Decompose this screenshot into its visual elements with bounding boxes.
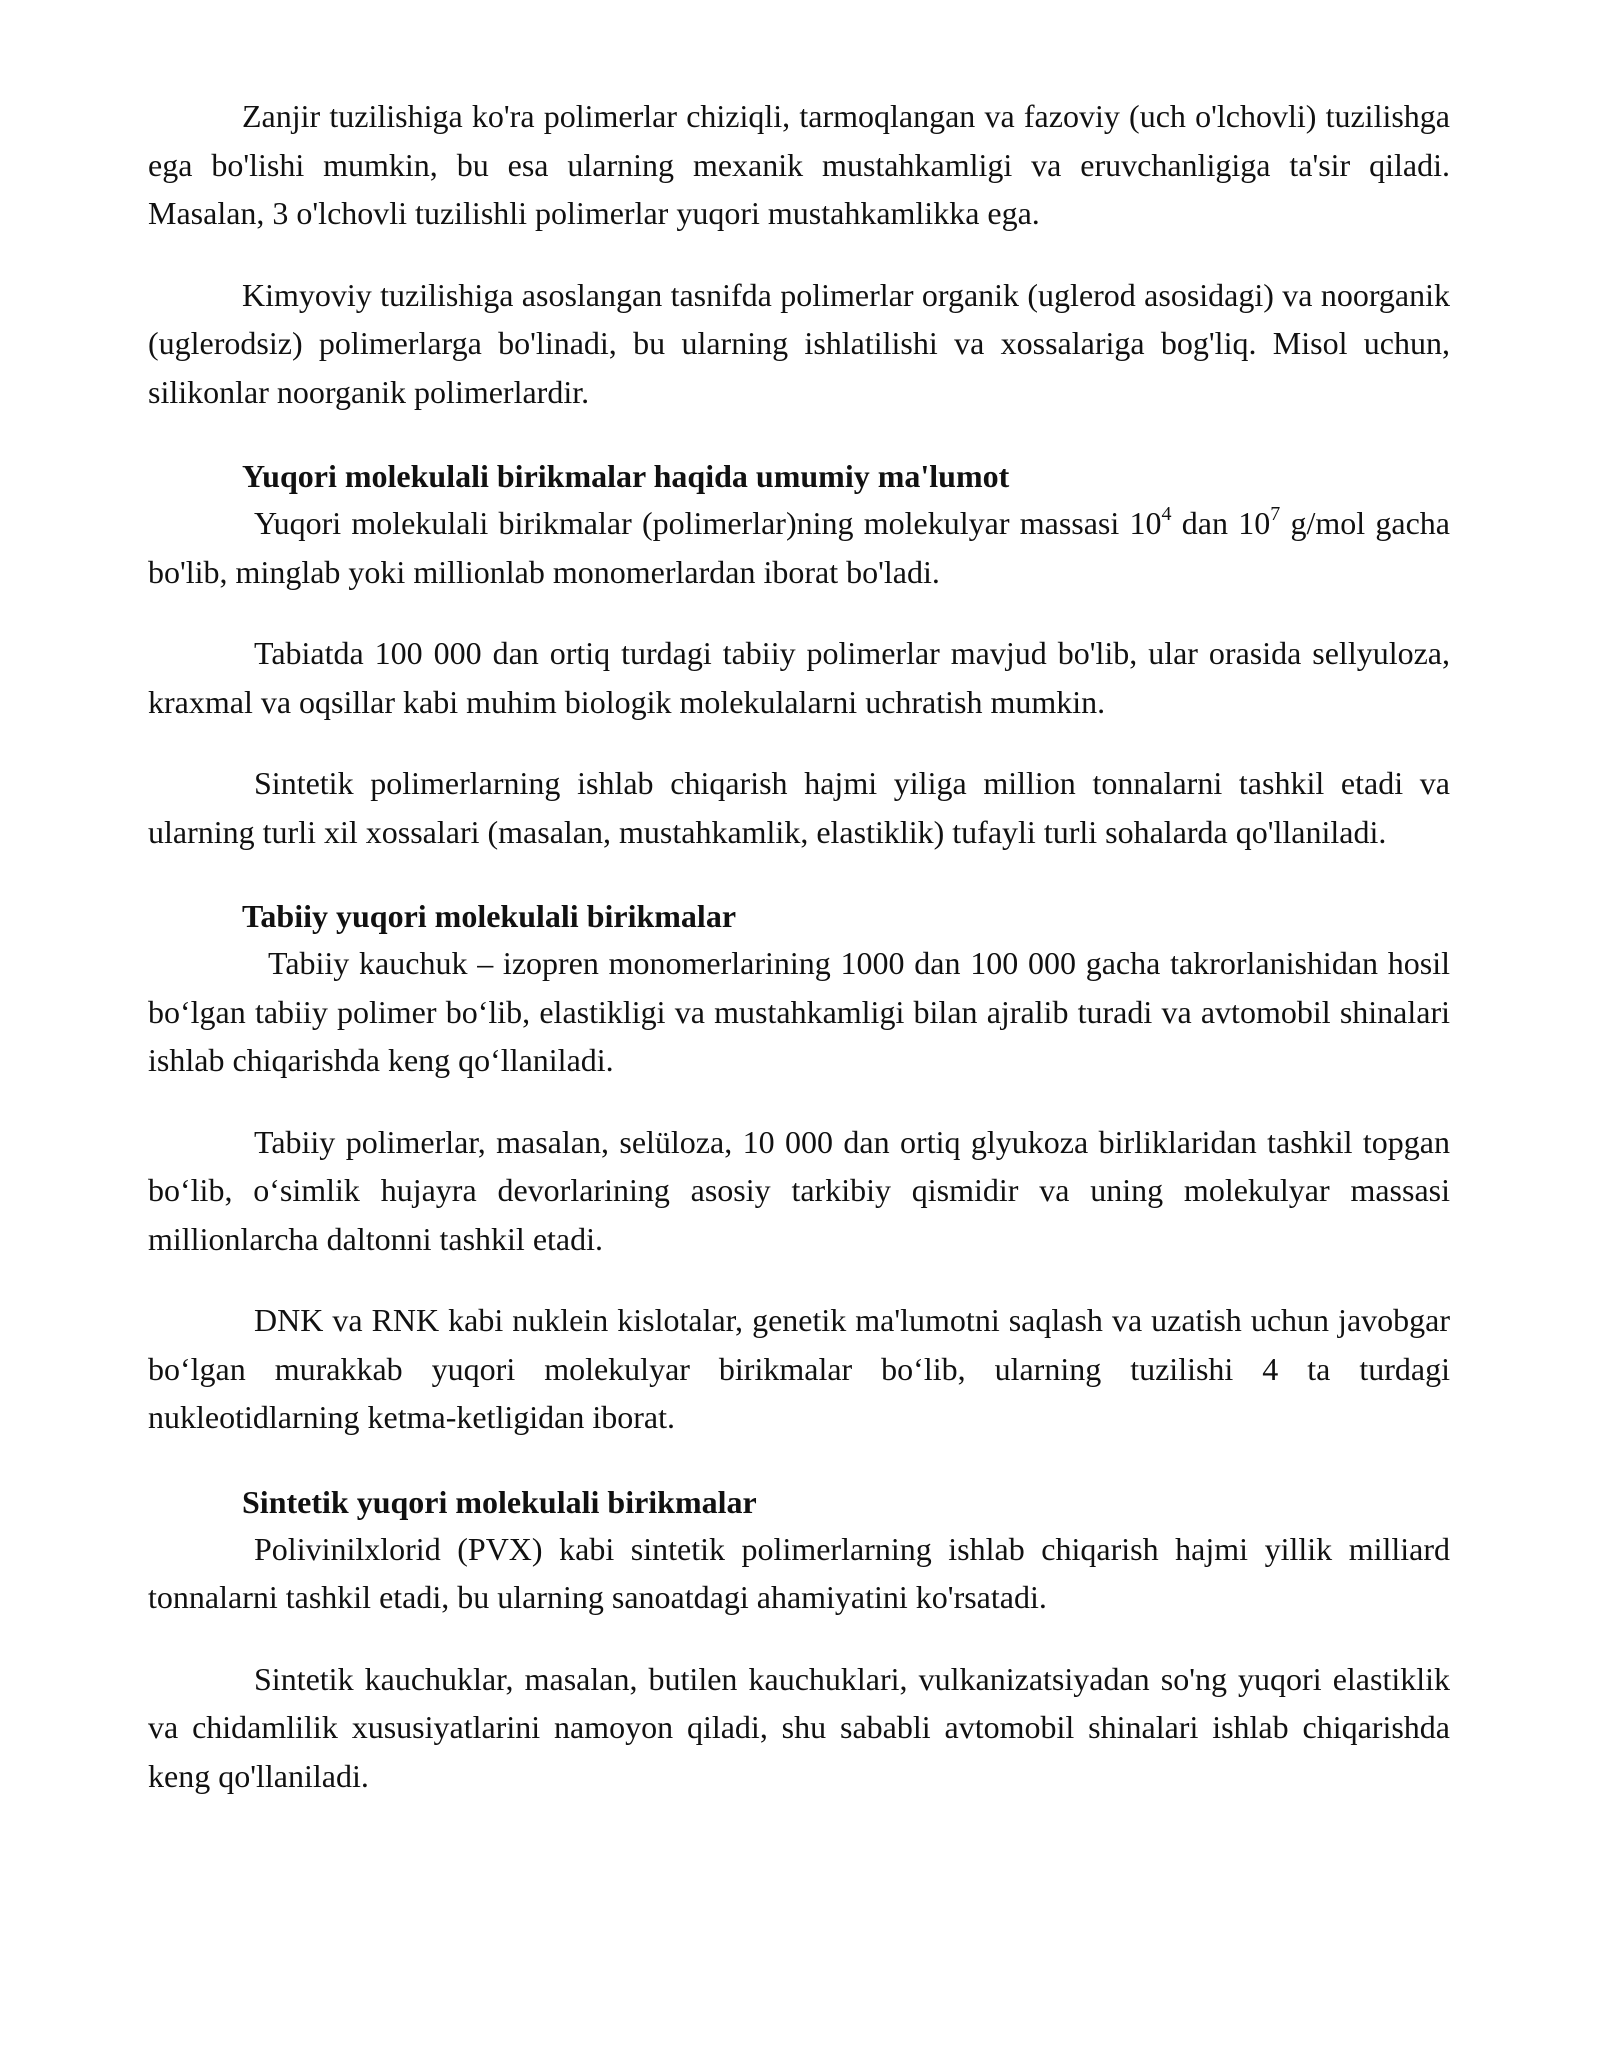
paragraph-molecular-mass	[148, 499, 1450, 596]
heading-synthetic-polymers: Sintetik yuqori molekulali birikmalar	[242, 1483, 757, 1520]
paragraph-natural-rubber: Tabiiy kauchuk – izopren monomerlarining 1000 dan 100 000 gacha takrorlanishidan hosil bo‘lgan tabiiy polimer bo‘lib, elastikligi va mustahkamligi bilan ajralib turadi va avtomobil shinalari ishlab chiqarishda keng qo‘llaniladi.	[148, 945, 1450, 1078]
paragraph-nucleic-acids: DNK va RNK kabi nuklein kislotalar, genetik ma'lumotni saqlash va uzatish uchun javobgar bo‘lgan murakkab yuqori molekulyar birikmalar bo‘lib, ularning tuzilishi 4 ta turdagi nukleotidlarning ketma-ketligidan iborat.	[148, 1302, 1450, 1435]
paragraph-synthetic-rubber: Sintetik kauchuklar, masalan, butilen kauchuklari, vulkanizatsiyadan so'ng yuqori elastiklik va chidamlilik xususiyatlarini namoyon qiladi, shu sababli avtomobil shinalari ishlab chiqarishda keng qo'llaniladi.	[148, 1660, 1450, 1794]
mass-exponent-min: 4	[1161, 503, 1172, 526]
paragraph-natural-count: Tabiatda 100 000 dan ortiq turdagi tabiiy polimerlar mavjud bo'lib, ular orasida sellyuloza, kraxmal va oqsillar kabi muhim biologik molekulalarni uchratish mumkin.	[148, 635, 1450, 720]
paragraph-pvc: Polivinilxlorid (PVX) kabi sintetik polimerlarning ishlab chiqarish hajmi yillik milliard tonnalarni tashkil etadi, bu ularning sanoatdagi ahamiyatini ko'rsatadi.	[148, 1530, 1450, 1615]
mass-text-middle: dan 10	[1171, 505, 1271, 541]
paragraph-cellulose: Tabiiy polimerlar, masalan, selüloza, 10 000 dan ortiq glyukoza birliklaridan tashkil topgan bo‘lib, o‘simlik hujayra devorlarining asosiy tarkibiy qismidir va uning molekulyar massasi millionlarcha daltonni tashkil etadi.	[148, 1123, 1450, 1257]
paragraph-synthetic-volume: Sintetik polimerlarning ishlab chiqarish hajmi yiliga million tonnalarni tashkil etadi va ularning turli xil xossalari (masalan, mustahkamlik, elastiklik) tufayli turli sohalarda qo'llaniladi.	[148, 765, 1450, 850]
mass-exponent-max: 7	[1270, 503, 1281, 526]
heading-natural-polymers: Tabiiy yuqori molekulali birikmalar	[242, 898, 737, 934]
heading-general-info: Yuqori molekulali birikmalar haqida umumiy ma'lumot	[242, 458, 1010, 494]
paragraph-chemical-classification: Kimyoviy tuzilishiga asoslangan tasnifda polimerlar organik (uglerod asosidagi) va noorganik (uglerodsiz) polimerlarga bo'linadi, bu ularning ishlatilishi va xossalariga bog'liq. Misol uchun, silikonlar noorganik polimerlardir.	[148, 276, 1450, 410]
document-page	[148, 92, 1450, 1833]
mass-text-before: Yuqori molekulali birikmalar (polimerlar)ning molekulyar massasi 10	[254, 505, 1162, 541]
paragraph-chain-structure: Zanjir tuzilishiga ko'ra polimerlar chiziqli, tarmoqlangan va fazoviy (uch o'lchovli) tuzilishga ega bo'lishi mumkin, bu esa ularning mexanik mustahkamligi va eruvchanligiga ta'sir qiladi. Masalan, 3 o'lchovli tuzilishli polimerlar yuqori mustahkamlikka ega.	[148, 98, 1450, 231]
mass-text-after: g/mol gacha bo'lib, minglab yoki millionlab monomerlardan iborat bo'ladi.	[148, 505, 1450, 590]
